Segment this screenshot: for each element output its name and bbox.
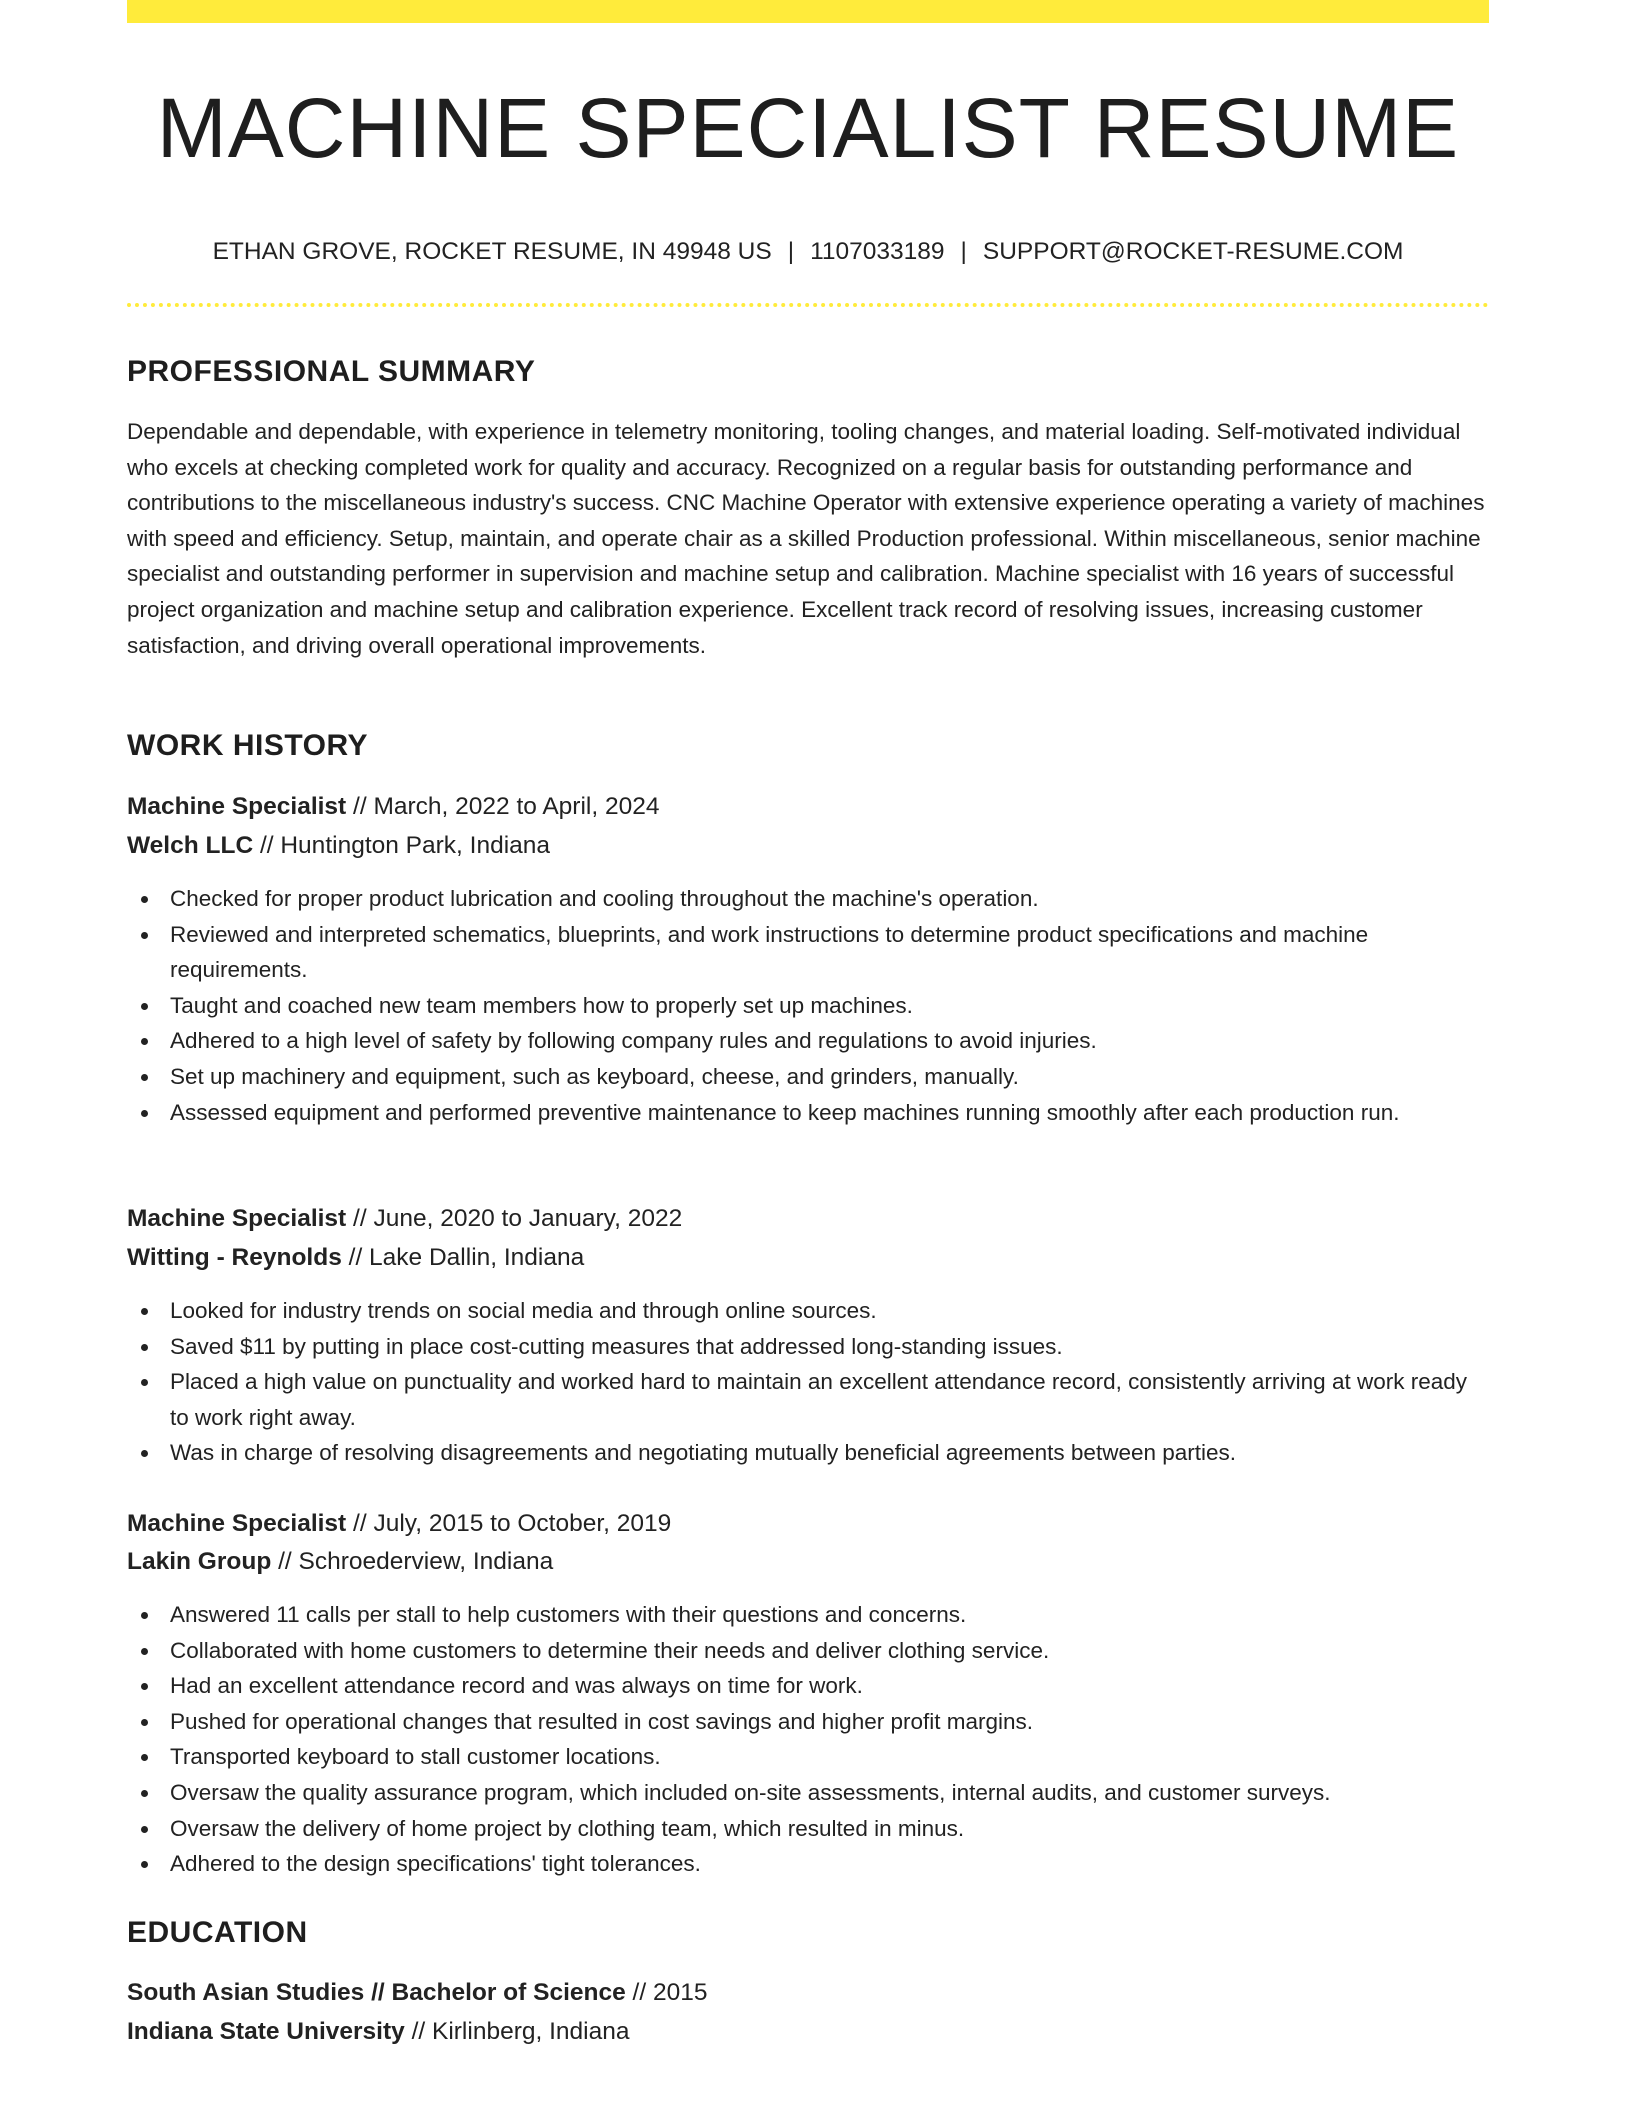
list-item: Oversaw the quality assurance program, which included on-site assessments, internal audits, and customer surveys. [127, 1775, 1489, 1811]
list-item: Assessed equipment and performed preventive maintenance to keep machines running smoothly after each production run. [127, 1095, 1489, 1131]
education-school-line [127, 2015, 629, 2049]
list-item: Reviewed and interpreted schematics, blueprints, and work instructions to determine product specifications and machine requirements. [127, 917, 1489, 988]
list-item: Had an excellent attendance record and was always on time for work. [127, 1668, 1489, 1704]
job-company-line [127, 1241, 584, 1275]
list-item: Collaborated with home customers to determine their needs and deliver clothing service. [127, 1633, 1489, 1669]
job-company: Welch LLC [127, 832, 254, 859]
contact-separator: | [960, 238, 967, 265]
list-item: Adhered to a high level of safety by following company rules and regulations to avoid injuries. [127, 1023, 1489, 1059]
education-degree: South Asian Studies // Bachelor of Science [127, 1979, 626, 2006]
list-item: Answered 11 calls per stall to help customers with their questions and concerns. [127, 1597, 1489, 1633]
education-heading: EDUCATION [127, 1916, 308, 1949]
job-dates: // July, 2015 to October, 2019 [346, 1510, 672, 1537]
contact-email: SUPPORT@ROCKET-RESUME.COM [982, 238, 1404, 265]
job-location: // Huntington Park, Indiana [253, 832, 551, 859]
job-bullet-list [127, 1293, 1489, 1471]
job-dates: // June, 2020 to January, 2022 [346, 1205, 683, 1232]
job-title-line [127, 1202, 682, 1236]
job-title: Machine Specialist [127, 793, 347, 820]
list-item: Oversaw the delivery of home project by clothing team, which resulted in minus. [127, 1811, 1489, 1847]
job-dates: // March, 2022 to April, 2024 [346, 793, 660, 820]
contact-address: ETHAN GROVE, ROCKET RESUME, IN 49948 US [212, 238, 772, 265]
accent-top-bar [127, 0, 1489, 23]
job-company-line [127, 1545, 553, 1579]
job-title: Machine Specialist [127, 1205, 347, 1232]
page-title: MACHINE SPECIALIST RESUME [156, 81, 1460, 175]
job-title-line [127, 790, 659, 824]
list-item: Set up machinery and equipment, such as keyboard, cheese, and grinders, manually. [127, 1059, 1489, 1095]
contact-line [127, 236, 1489, 268]
summary-text: Dependable and dependable, with experience in telemetry monitoring, tooling changes, and material loading. Self-motivated individual who excels at checking completed work for quality and accuracy. Recognized on a regular basis for outstanding performance and contributions to the miscellaneous industry's success. CNC Machine Operator with extensive experience operating a variety of machines with speed and efficiency. Setup, maintain, and operate chair as a skilled Production professional. Within miscellaneous, senior machine specialist and outstanding performer in supervision and machine setup and calibration. Machine specialist with 16 years of successful project organization and machine setup and calibration experience. Excellent track record of resolving issues, increasing customer satisfaction, and driving overall operational improvements. [127, 419, 1485, 658]
job-bullet-list [127, 1597, 1489, 1882]
job-bullet-list [127, 881, 1489, 1130]
list-item: Checked for proper product lubrication and cooling throughout the machine's operation. [127, 881, 1489, 917]
list-item: Looked for industry trends on social media and through online sources. [127, 1293, 1489, 1329]
education-school: Indiana State University [127, 2018, 405, 2045]
list-item: Was in charge of resolving disagreements and negotiating mutually beneficial agreements between parties. [127, 1435, 1489, 1471]
job-company: Witting - Reynolds [127, 1244, 342, 1271]
job-company: Lakin Group [127, 1548, 272, 1575]
job-location: // Schroederview, Indiana [271, 1548, 554, 1575]
list-item: Pushed for operational changes that resulted in cost savings and higher profit margins. [127, 1704, 1489, 1740]
job-company-line [127, 829, 550, 863]
summary-heading: PROFESSIONAL SUMMARY [127, 355, 536, 388]
contact-separator: | [787, 238, 795, 265]
contact-phone: 1107033189 [810, 238, 945, 265]
list-item: Transported keyboard to stall customer locations. [127, 1739, 1489, 1775]
list-item: Saved $11 by putting in place cost-cutting measures that addressed long-standing issues. [127, 1329, 1489, 1365]
list-item: Adhered to the design specifications' tight tolerances. [127, 1846, 1489, 1882]
work-history-heading: WORK HISTORY [127, 729, 369, 762]
job-title: Machine Specialist [127, 1510, 347, 1537]
dotted-divider [127, 303, 1489, 307]
job-title-line [127, 1507, 671, 1541]
education-location: // Kirlinberg, Indiana [404, 2018, 630, 2045]
list-item: Placed a high value on punctuality and worked hard to maintain an excellent attendance record, consistently arriving at work ready to work right away. [127, 1364, 1489, 1435]
job-location: // Lake Dallin, Indiana [341, 1244, 585, 1271]
list-item: Taught and coached new team members how to properly set up machines. [127, 988, 1489, 1024]
education-degree-line [127, 1976, 707, 2010]
education-year: // 2015 [625, 1979, 708, 2006]
